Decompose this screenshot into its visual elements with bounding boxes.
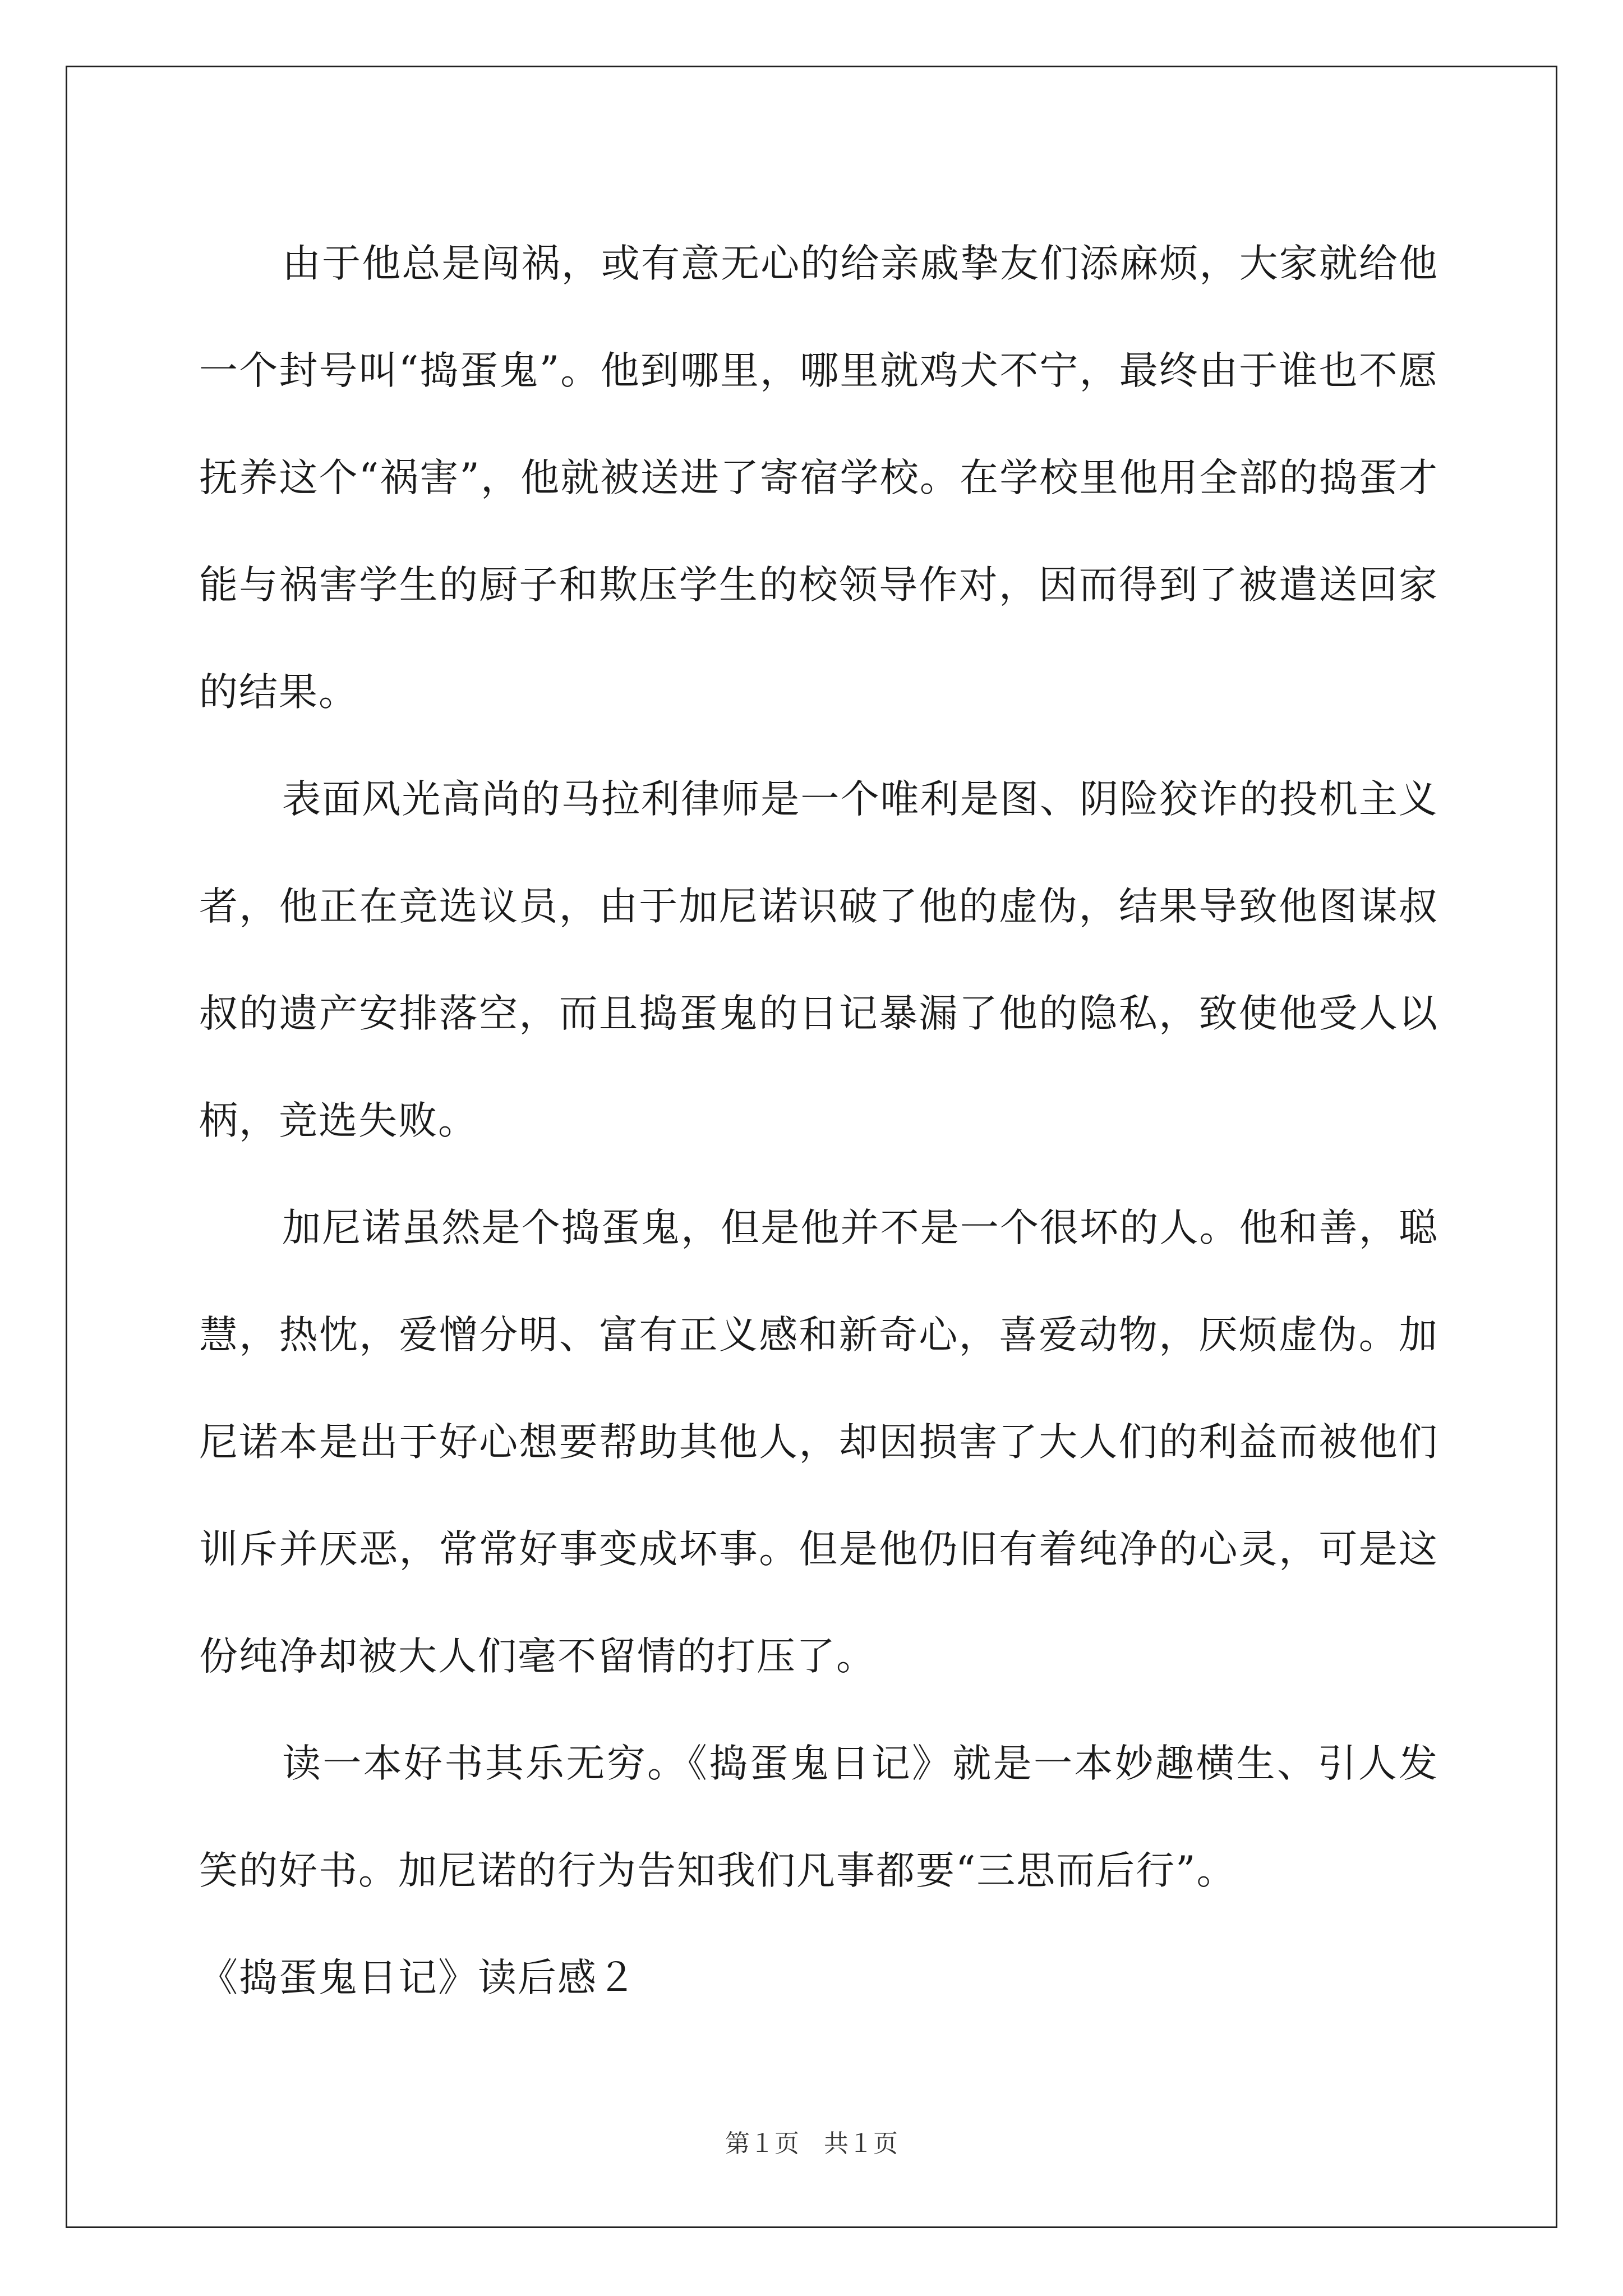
paragraph-2: 表面风光高尚的马拉利律师是一个唯利是图、阴险狡诈的投机主义者，他正在竞选议员，由于加尼诺识破了他的虚伪，结果导致他图谋叔叔的遗产安排落空，而且捣蛋鬼的日记暴漏了他的隐私，致使他受人以柄，竞选失败。 — [199, 777, 1438, 1143]
section-heading: 《捣蛋鬼日记》读后感２ — [199, 1955, 637, 2000]
page-footer: 第１页 共１页 — [725, 2129, 898, 2158]
paragraph-3: 加尼诺虽然是个捣蛋鬼，但是他并不是一个很坏的人。他和善，聪慧，热忱，爱憎分明、富有正义感和新奇心，喜爱动物，厌烦虚伪。加尼诺本是出于好心想要帮助其他人，却因损害了大人们的利益而被他们训斥并厌恶，常常好事变成坏事。但是他仍旧有着纯净的心灵，可是这份纯净却被大人们毫不留情的打压了。 — [199, 1205, 1438, 1679]
paragraph-4: 读一本好书其乐无穷。《捣蛋鬼日记》就是一本妙趣横生、引人发笑的好书。加尼诺的行为告知我们凡事都要“三思而后行”。 — [199, 1741, 1438, 1893]
paragraph-1: 由于他总是闯祸，或有意无心的给亲戚挚友们添麻烦，大家就给他一个封号叫“捣蛋鬼”。他到哪里，哪里就鸡犬不宁，最终由于谁也不愿抚养这个“祸害”，他就被送进了寄宿学校。在学校里他用全部的捣蛋才能与祸害学生的厨子和欺压学生的校领导作对，因而得到了被遣送回家的结果。 — [199, 241, 1438, 715]
document-body — [199, 210, 1438, 2032]
